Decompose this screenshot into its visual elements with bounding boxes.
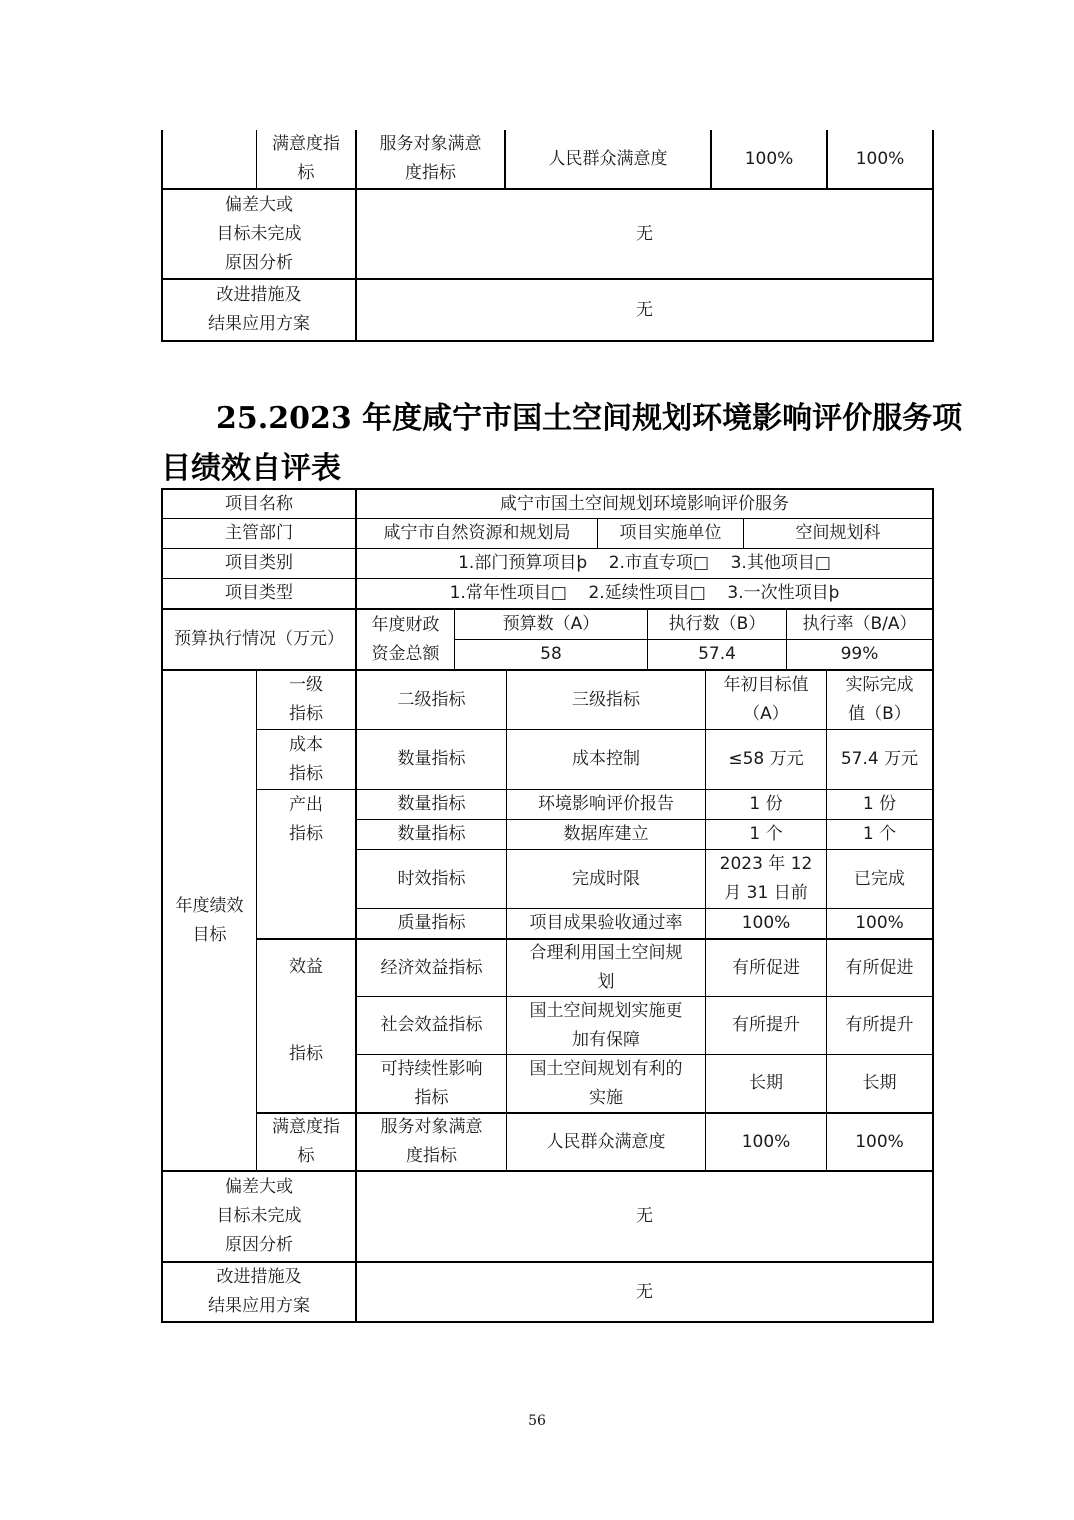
row-level2: 数量指标 bbox=[397, 749, 466, 769]
row-level2: 经济效益指标 bbox=[380, 957, 483, 978]
row-level3: 环境影响评价报告 bbox=[538, 794, 674, 814]
row-target: 2023 年 12 月 31 日前 bbox=[719, 854, 813, 903]
row-level2: 数量指标 bbox=[397, 794, 466, 814]
row-target: 有所提升 bbox=[732, 1015, 800, 1035]
row-target: 1 个 bbox=[749, 824, 783, 844]
budget-label: 预算执行情况（万元） bbox=[174, 629, 344, 649]
dept-value: 咸宁市自然资源和规划局 bbox=[383, 523, 571, 543]
row-level2: 时效指标 bbox=[397, 868, 466, 889]
top-improve-label: 改进措施及 结果应用方案 bbox=[208, 285, 310, 334]
row-target: 100% bbox=[741, 913, 791, 933]
benefit-indicator-label: 效益 指标 bbox=[289, 957, 323, 1064]
satisfaction-indicator-label: 满意度指 标 bbox=[272, 1117, 340, 1166]
row-level2: 社会效益指标 bbox=[380, 1015, 483, 1035]
row-actual: 有所促进 bbox=[845, 957, 914, 978]
impl-unit-value: 空间规划科 bbox=[795, 523, 881, 543]
row-target: 1 份 bbox=[749, 794, 783, 814]
row-actual: 长期 bbox=[862, 1073, 897, 1093]
row-actual: 1 个 bbox=[862, 824, 897, 844]
section-title-line2: 目绩效自评表 bbox=[161, 451, 341, 486]
header-level3: 三级指标 bbox=[572, 689, 640, 710]
category-label: 项目类别 bbox=[225, 553, 293, 573]
budget-a-label: 预算数（A） bbox=[502, 614, 600, 634]
improve-value: 无 bbox=[636, 1281, 653, 1302]
category-value: 1.部门预算项目þ 2.市直专项□ 3.其他项目□ bbox=[458, 553, 831, 573]
deviation-label: 偏差大或 目标未完成 原因分析 bbox=[216, 1177, 302, 1255]
top-satisfaction-actual: 100% bbox=[855, 148, 905, 169]
row-target: 长期 bbox=[749, 1073, 783, 1093]
top-satisfaction-l3: 人民群众满意度 bbox=[548, 148, 668, 169]
section-title-line1: 25.2023 年度咸宁市国土空间规划环境影响评价服务项 bbox=[216, 401, 963, 436]
annual-performance-label: 年度绩效 目标 bbox=[175, 895, 244, 945]
row-level2: 服务对象满意 度指标 bbox=[380, 1117, 483, 1166]
dept-label: 主管部门 bbox=[225, 523, 293, 543]
header-target: 年初目标值 （A） bbox=[723, 675, 809, 724]
top-satisfaction-l1: 满意度指 标 bbox=[272, 134, 340, 183]
project-name-value: 咸宁市国土空间规划环境影响评价服务 bbox=[500, 493, 789, 514]
row-level3: 合理利用国土空间规 划 bbox=[529, 943, 683, 992]
row-level3: 项目成果验收通过率 bbox=[529, 913, 683, 933]
header-level1: 一级 指标 bbox=[289, 675, 323, 724]
row-actual: 1 份 bbox=[862, 794, 897, 814]
top-satisfaction-target: 100% bbox=[744, 148, 794, 169]
type-value: 1.常年性项目□ 2.延续性项目□ 3.一次性项目þ bbox=[449, 583, 840, 603]
row-level3: 成本控制 bbox=[572, 749, 640, 769]
row-level3: 完成时限 bbox=[572, 868, 640, 889]
cost-indicator-label: 成本 指标 bbox=[289, 734, 323, 784]
row-actual: 57.4 万元 bbox=[840, 749, 919, 769]
row-target: 有所促进 bbox=[732, 957, 800, 978]
row-actual: 已完成 bbox=[854, 868, 905, 889]
top-satisfaction-l2: 服务对象满意 度指标 bbox=[379, 134, 482, 183]
top-improve-value: 无 bbox=[636, 299, 653, 320]
header-level2: 二级指标 bbox=[397, 689, 466, 710]
budget-b-value: 57.4 bbox=[698, 644, 736, 664]
row-actual: 有所提升 bbox=[845, 1015, 914, 1035]
header-actual: 实际完成 值（B） bbox=[845, 675, 914, 724]
row-level2: 数量指标 bbox=[397, 824, 466, 844]
row-level3: 数据库建立 bbox=[563, 824, 649, 844]
project-name-label: 项目名称 bbox=[225, 493, 293, 514]
page-number: 56 bbox=[528, 1413, 546, 1429]
budget-fund-label: 年度财政 资金总额 bbox=[371, 614, 440, 664]
row-actual: 100% bbox=[855, 1131, 904, 1152]
type-label: 项目类型 bbox=[225, 583, 293, 603]
budget-rate-value: 99% bbox=[840, 644, 879, 664]
row-level3: 国土空间规划有利的 实施 bbox=[529, 1058, 683, 1108]
row-level2: 质量指标 bbox=[397, 913, 466, 933]
top-deviation-value: 无 bbox=[636, 223, 653, 244]
impl-unit-label: 项目实施单位 bbox=[619, 523, 722, 543]
row-level2: 可持续性影响 指标 bbox=[380, 1058, 483, 1108]
budget-a-value: 58 bbox=[540, 644, 562, 664]
row-level3: 人民群众满意度 bbox=[546, 1131, 666, 1152]
budget-rate-label: 执行率（B/A） bbox=[802, 614, 917, 634]
row-level3: 国土空间规划实施更 加有保障 bbox=[529, 1000, 683, 1050]
deviation-value: 无 bbox=[636, 1206, 653, 1226]
row-target: ≤58 万元 bbox=[728, 749, 804, 769]
top-deviation-label: 偏差大或 目标未完成 原因分析 bbox=[216, 194, 302, 273]
budget-b-label: 执行数（B） bbox=[668, 614, 766, 634]
row-target: 100% bbox=[741, 1131, 791, 1152]
output-indicator-label: 产出 指标 bbox=[289, 795, 323, 844]
improve-label: 改进措施及 结果应用方案 bbox=[208, 1267, 310, 1316]
row-actual: 100% bbox=[855, 913, 904, 933]
